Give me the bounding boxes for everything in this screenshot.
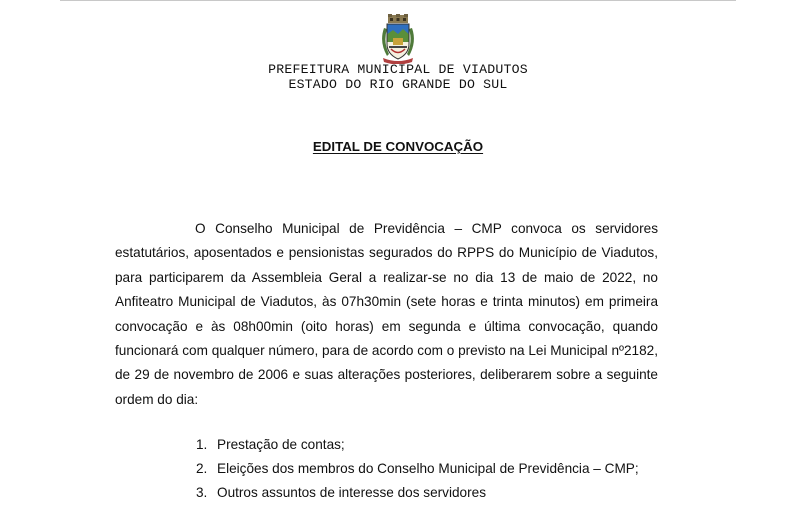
- agenda-item-number: 3.: [196, 485, 208, 500]
- document-body-paragraph: O Conselho Municipal de Previdência – CMP convoca os servidores estatutários, aposentados e pensionistas segurados do RPPS do Município de Viadutos, para participarem da Assembleia Geral a realizar-se no dia 13 de maio de 2022, no Anfiteatro Municipal de Viadutos, às 07h30min (sete horas e trinta minutos) em primeira convocação e às 08h00min (oito horas) em segunda e última convocação, quando funcionará com qualquer número, para de acordo com o previsto na Lei Municipal nº2182, de 29 de novembro de 2006 e suas alterações posteriores, deliberarem sobre a seguinte ordem do dia:: [115, 221, 658, 407]
- agenda-item-text: Prestação de contas;: [217, 437, 345, 452]
- agenda-item-number: 2.: [196, 461, 208, 476]
- agenda-item: [196, 457, 639, 481]
- municipality-name: PREFEITURA MUNICIPAL DE VIADUTOS: [268, 62, 528, 77]
- agenda-item-text: Eleições dos membros do Conselho Municipal de Previdência – CMP;: [217, 461, 639, 476]
- state-name: ESTADO DO RIO GRANDE DO SUL: [288, 77, 508, 92]
- coat-of-arms-icon: [379, 14, 417, 64]
- page-top-border: [60, 0, 736, 1]
- agenda-list: [196, 433, 639, 505]
- agenda-item: [196, 433, 639, 457]
- agenda-item-number: 1.: [196, 437, 208, 452]
- agenda-item: [196, 481, 639, 505]
- document-header: [0, 62, 790, 92]
- document-title: EDITAL DE CONVOCAÇÃO: [312, 139, 484, 154]
- agenda-item-text: Outros assuntos de interesse dos servidores: [217, 485, 486, 500]
